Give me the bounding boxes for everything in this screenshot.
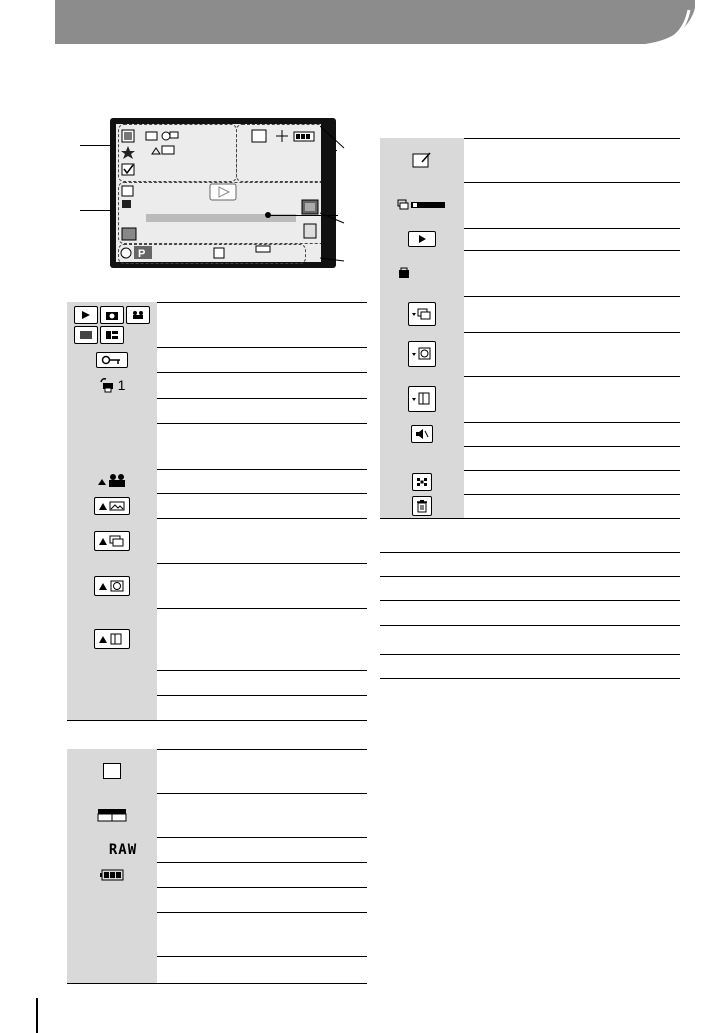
icon-cell: [67, 608, 157, 670]
edited-icon: [412, 151, 432, 169]
table-row: [67, 912, 367, 957]
quality-icon: [97, 808, 127, 822]
table-row: [380, 422, 680, 447]
table-row: [380, 600, 680, 626]
focus-stacking-group-icon: [94, 629, 130, 649]
table-row: [67, 469, 367, 494]
movie-icon: [126, 306, 150, 324]
table-row: [67, 302, 367, 348]
delete-icon: [412, 496, 432, 516]
icon-cell: [67, 793, 157, 837]
table-row: [67, 670, 367, 696]
table-row: [67, 956, 367, 984]
icon-cell: [67, 518, 157, 563]
table-row: [67, 608, 367, 671]
stop-motion-group-display-icon: [408, 386, 436, 412]
icon-cell: [67, 956, 157, 983]
table-row: [380, 332, 680, 377]
protect-icon: [96, 352, 128, 368]
icon-cell: [67, 398, 157, 423]
header-banner: [55, 0, 695, 50]
table-row: [380, 552, 680, 577]
icon-cell: [67, 347, 157, 372]
icon-cell: [67, 493, 157, 518]
table-row: [67, 793, 367, 838]
icon-cell: [380, 182, 464, 228]
icon-cell: [67, 912, 157, 956]
icon-cell: [67, 749, 157, 793]
table-row: [67, 563, 367, 609]
right-icon-table: [380, 138, 680, 678]
callout-1: [80, 145, 111, 146]
icon-cell: [380, 446, 464, 470]
icon-cell: [67, 887, 157, 912]
table-row: [380, 138, 680, 183]
table-row: [380, 228, 680, 251]
burst-group-display-icon: [408, 302, 436, 326]
icon-cell: [67, 670, 157, 695]
table-row: [380, 446, 680, 471]
table-row: [67, 398, 367, 424]
focus-area-icon: [412, 473, 432, 491]
table-row: [380, 182, 680, 229]
table-row: [380, 376, 680, 423]
table-row: [67, 423, 367, 470]
camera-icon: [100, 306, 124, 324]
icon-cell: [380, 250, 464, 296]
icon-cell: [380, 494, 464, 518]
table-row: [67, 493, 367, 519]
icon-cell: [380, 138, 464, 182]
icon-cell: [380, 228, 464, 250]
table-row: [67, 695, 367, 721]
icon-cell: [380, 332, 464, 376]
icon-cell: [380, 422, 464, 446]
table-row: [67, 749, 367, 794]
table-row: [380, 470, 680, 495]
left-icon-table: [67, 302, 367, 983]
table-row: [380, 296, 680, 333]
callout-4: [268, 215, 338, 216]
icon-cell: [67, 302, 157, 347]
table-row: [67, 862, 367, 888]
table-row: [67, 347, 367, 373]
table-row: [380, 654, 680, 679]
print-set-icon: [99, 377, 126, 393]
table-row: [380, 518, 680, 553]
svg-text:P: P: [138, 248, 146, 260]
interval-group-icon: [94, 576, 130, 596]
table-row: [67, 518, 367, 564]
icon-cell: [380, 376, 464, 422]
play-icon: [408, 231, 436, 247]
icon-cell: [380, 470, 464, 494]
table-row: [380, 494, 680, 519]
interval-group-display-icon: [408, 341, 436, 367]
battery-icon: [100, 869, 124, 881]
table-row: [67, 837, 367, 863]
lcd-preview: [110, 118, 336, 268]
icon-cell: [67, 372, 157, 398]
motion-picture-group-icon: [96, 473, 128, 489]
table-row: [380, 576, 680, 601]
icon-cell: [67, 469, 157, 493]
print-count: 1: [117, 377, 126, 393]
callout-1-v: [110, 145, 111, 146]
icon-cell: [67, 695, 157, 720]
table-row: [380, 250, 680, 297]
silent-icon: [411, 425, 433, 443]
panorama-group-icon: [94, 497, 130, 515]
picture-size-box-icon: [103, 763, 121, 779]
burst-progress-icon: [397, 198, 447, 212]
icon-cell: [67, 837, 157, 862]
icon-cell: [67, 423, 157, 469]
table-row: [380, 625, 680, 655]
icon-cell: [380, 296, 464, 332]
playback-icon: [74, 306, 98, 324]
icon-cell: [67, 862, 157, 887]
folder-icon: [398, 267, 410, 279]
icon-cell: [67, 563, 157, 608]
multi-playback-icon: [100, 326, 124, 344]
table-row: [67, 887, 367, 913]
photo-frame-icon: [74, 326, 98, 344]
table-row: [67, 372, 367, 399]
table-row: [67, 720, 367, 750]
page-edge-marker: [36, 998, 38, 1033]
burst-group-icon: [94, 531, 130, 551]
raw-icon: RAW: [108, 841, 138, 858]
callout-2: [80, 210, 111, 211]
